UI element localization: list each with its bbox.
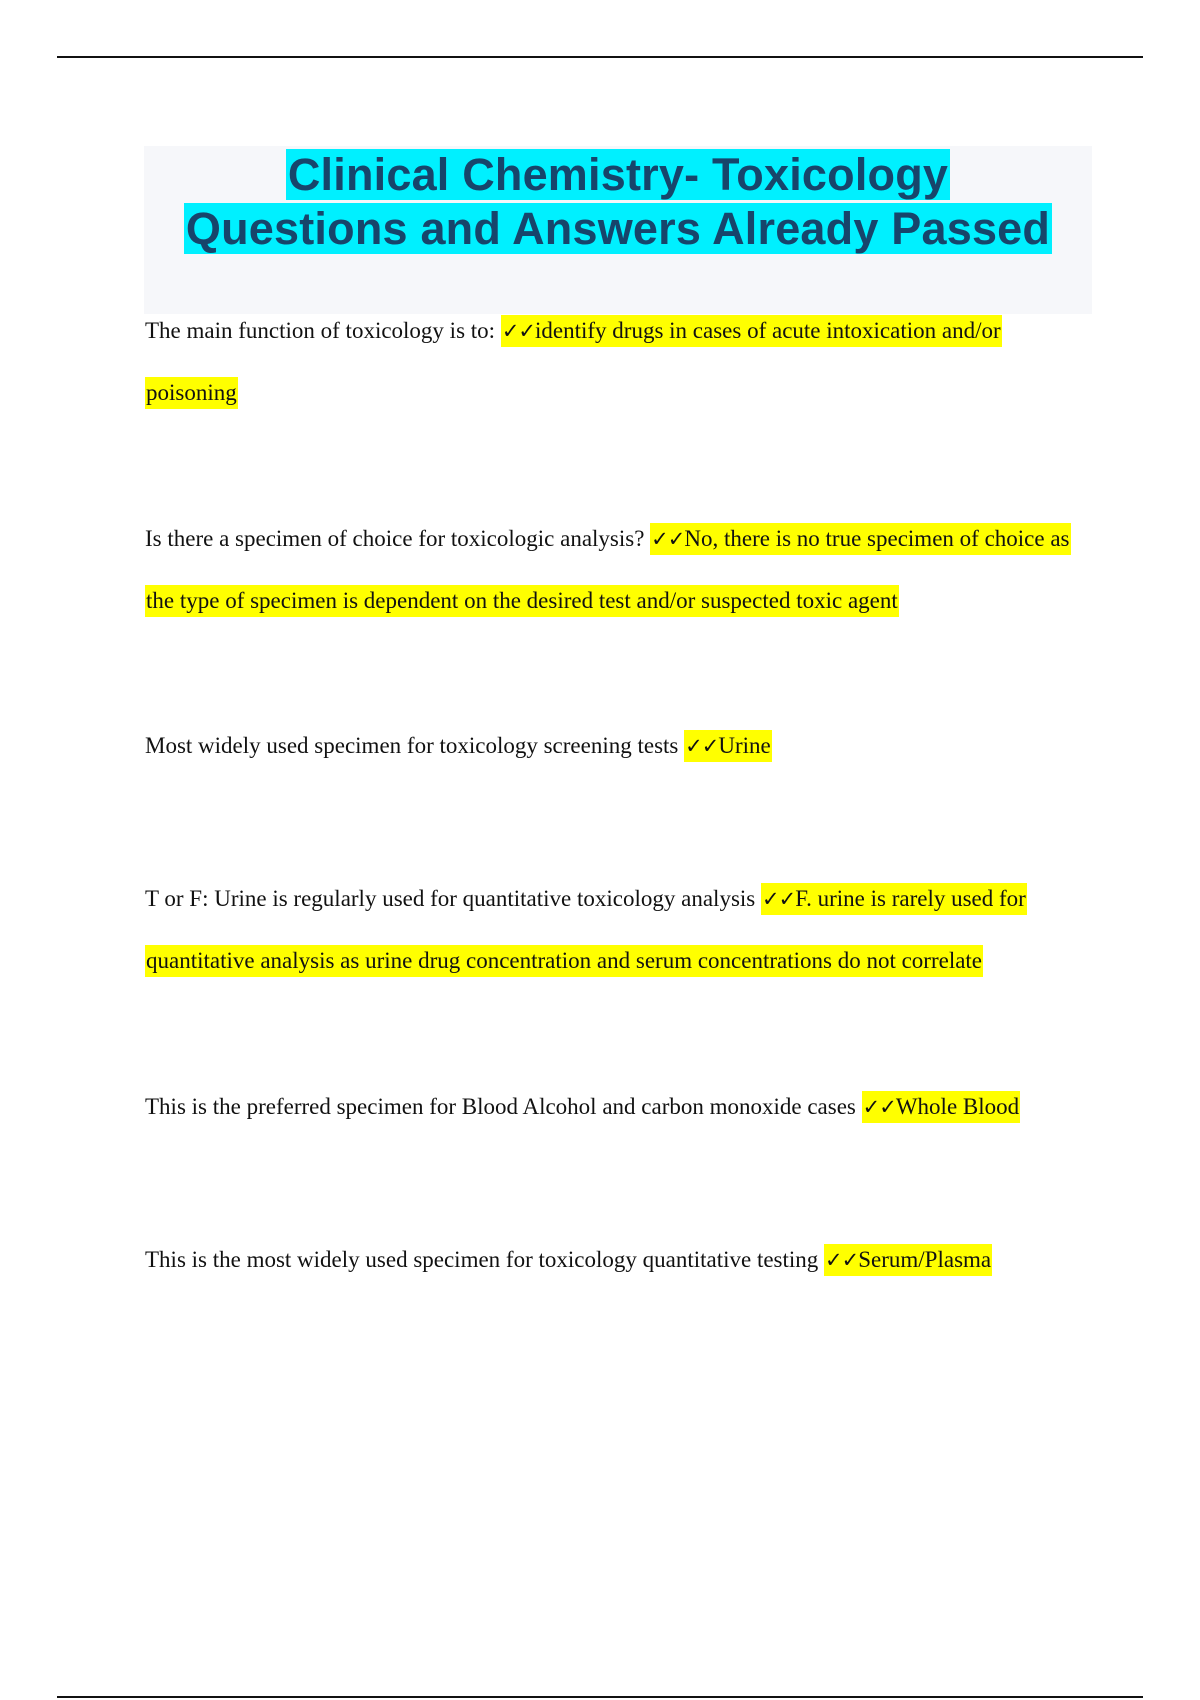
check-icon: ✓✓ bbox=[501, 319, 536, 343]
page-top-rule bbox=[57, 56, 1143, 58]
answer-text: No, there is no true specimen of choice as the type of specimen is dependent on the desired test and/or suspected toxic agent bbox=[146, 526, 1070, 613]
answer-text: Whole Blood bbox=[895, 1094, 1020, 1119]
question-text: T or F: Urine is regularly used for quantitative toxicology analysis bbox=[145, 886, 756, 911]
answer-highlight bbox=[862, 1091, 1021, 1123]
qa-item-4 bbox=[145, 868, 1085, 991]
qa-item-5 bbox=[145, 1076, 1085, 1138]
answer-text: identify drugs in cases of acute intoxication and/or poisoning bbox=[146, 318, 1001, 405]
check-icon: ✓✓ bbox=[651, 527, 685, 551]
document-title-block bbox=[144, 146, 1092, 314]
qa-item-6 bbox=[145, 1229, 1085, 1291]
answer-text: F. urine is rarely used for quantitative analysis as urine drug concentration and serum concentrations do not correlate bbox=[146, 886, 1026, 973]
answer-highlight bbox=[824, 1244, 992, 1276]
question-text: Most widely used specimen for toxicology screening tests bbox=[145, 733, 679, 758]
answer-text: Urine bbox=[718, 733, 771, 758]
page-title-line-2 bbox=[184, 202, 1052, 256]
title-highlight-1: Clinical Chemistry- Toxicology bbox=[287, 149, 949, 200]
qa-item-3 bbox=[145, 715, 1085, 777]
answer-text: Serum/Plasma bbox=[858, 1247, 992, 1272]
qa-item-1 bbox=[145, 300, 1085, 423]
page-title-line-1 bbox=[286, 148, 950, 202]
check-icon: ✓✓ bbox=[825, 1248, 859, 1272]
question-text: This is the preferred specimen for Blood Alcohol and carbon monoxide cases bbox=[145, 1094, 856, 1119]
question-text: The main function of toxicology is to: bbox=[145, 318, 496, 343]
title-highlight-2: Questions and Answers Already Passed bbox=[185, 203, 1051, 254]
check-icon: ✓✓ bbox=[761, 887, 796, 911]
check-icon: ✓✓ bbox=[685, 734, 719, 758]
check-icon: ✓✓ bbox=[862, 1095, 896, 1119]
question-text: This is the most widely used specimen for toxicology quantitative testing bbox=[145, 1247, 819, 1272]
qa-item-2 bbox=[145, 508, 1085, 631]
question-text: Is there a specimen of choice for toxicologic analysis? bbox=[145, 526, 645, 551]
answer-highlight bbox=[684, 730, 772, 762]
page-bottom-rule bbox=[57, 1696, 1143, 1698]
